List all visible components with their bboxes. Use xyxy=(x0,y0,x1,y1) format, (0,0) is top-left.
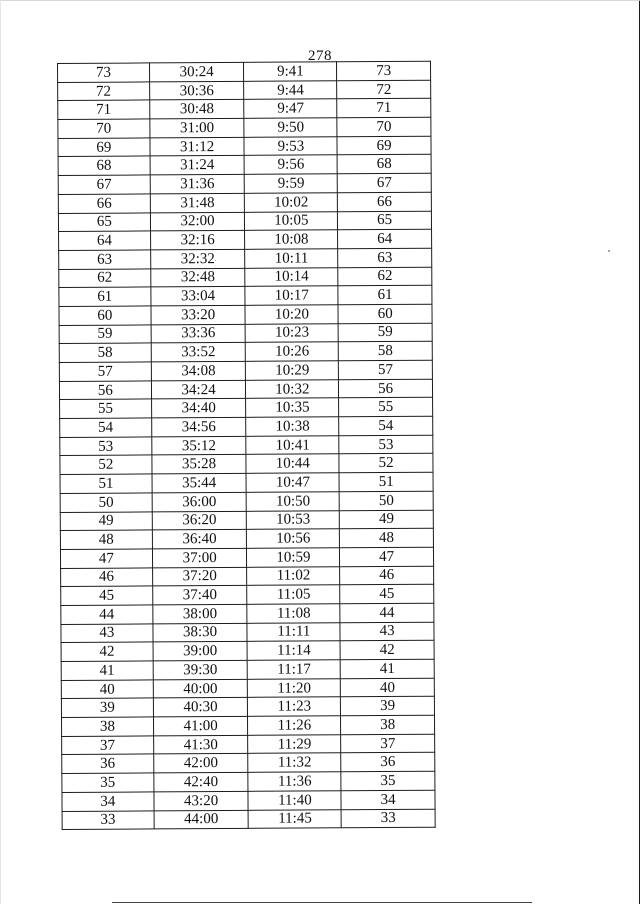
table-cell: 10:26 xyxy=(246,342,339,361)
table-row xyxy=(59,342,432,363)
table-cell: 33 xyxy=(62,810,154,829)
table-cell: 38:00 xyxy=(153,604,248,623)
table-cell: 35:28 xyxy=(152,455,247,474)
table-cell: 33:20 xyxy=(151,305,246,324)
table-cell: 61 xyxy=(338,285,432,304)
table-row xyxy=(60,547,433,568)
table-row xyxy=(60,528,433,549)
table-cell: 35:44 xyxy=(152,473,247,492)
table-cell: 59 xyxy=(338,323,432,342)
table-cell: 65 xyxy=(58,212,150,231)
table-row xyxy=(59,285,432,306)
table-cell: 57 xyxy=(339,360,433,379)
table-cell: 47 xyxy=(60,549,152,568)
table-row xyxy=(60,454,433,475)
table-cell: 35 xyxy=(62,773,154,792)
table-row xyxy=(59,323,432,344)
table-cell: 55 xyxy=(60,399,152,418)
table-cell: 41 xyxy=(61,661,153,680)
table-cell: 44 xyxy=(340,603,434,622)
table-cell: 64 xyxy=(338,229,432,248)
table-row xyxy=(61,641,434,662)
table-cell: 42:40 xyxy=(154,772,249,791)
table-cell: 10:05 xyxy=(245,211,338,230)
table-cell: 41:30 xyxy=(153,735,248,754)
table-cell: 31:00 xyxy=(150,118,245,137)
table-cell: 10:32 xyxy=(246,379,339,398)
table-cell: 9:44 xyxy=(244,80,337,99)
table-cell: 40 xyxy=(61,680,153,699)
table-cell: 10:14 xyxy=(245,267,338,286)
table-cell: 73 xyxy=(337,61,431,80)
table-row xyxy=(62,753,435,774)
scan-speck xyxy=(215,260,216,261)
table-cell: 69 xyxy=(337,136,431,155)
table-cell: 36 xyxy=(341,753,435,772)
table-cell: 33:52 xyxy=(151,343,246,362)
table-cell: 11:05 xyxy=(247,585,340,604)
table-cell: 36:20 xyxy=(152,511,247,530)
table-cell: 10:38 xyxy=(246,417,339,436)
table-cell: 32:00 xyxy=(150,212,245,231)
table-cell: 9:56 xyxy=(245,155,338,174)
table-cell: 52 xyxy=(339,454,433,473)
table-cell: 68 xyxy=(58,156,150,175)
table-row xyxy=(62,809,435,830)
table-cell: 55 xyxy=(339,398,433,417)
table-cell: 10:50 xyxy=(247,492,340,511)
table-cell: 52 xyxy=(60,455,152,474)
table-cell: 39 xyxy=(61,698,153,717)
table-cell: 56 xyxy=(339,379,433,398)
table-row xyxy=(60,491,433,512)
table-cell: 31:36 xyxy=(150,174,245,193)
table-cell: 31:12 xyxy=(150,137,245,156)
table-cell: 11:45 xyxy=(249,809,342,828)
table-cell: 37:40 xyxy=(152,586,247,605)
table-cell: 48 xyxy=(60,530,152,549)
table-cell: 59 xyxy=(59,325,151,344)
table-cell: 33:36 xyxy=(151,324,246,343)
table-cell: 40 xyxy=(341,678,435,697)
table-cell: 54 xyxy=(339,416,433,435)
table-cell: 10:20 xyxy=(245,305,338,324)
table-cell: 10:02 xyxy=(245,193,338,212)
table-cell: 9:50 xyxy=(244,118,337,137)
table-cell: 72 xyxy=(337,80,431,99)
table-cell: 10:59 xyxy=(247,548,340,567)
table-row xyxy=(60,435,433,456)
table-cell: 37:20 xyxy=(152,567,247,586)
table-cell: 49 xyxy=(340,510,434,529)
table-row xyxy=(58,61,431,82)
table-row xyxy=(60,472,433,493)
table-cell: 63 xyxy=(59,250,151,269)
table-cell: 67 xyxy=(337,173,431,192)
table-cell: 42:00 xyxy=(153,754,248,773)
page-number: 278 xyxy=(308,48,332,64)
table-cell: 9:47 xyxy=(244,99,337,118)
table-row xyxy=(60,416,433,437)
table-cell: 31:48 xyxy=(150,193,245,212)
table-cell: 60 xyxy=(59,306,151,325)
table-cell: 62 xyxy=(338,267,432,286)
table-cell: 66 xyxy=(338,192,432,211)
table-cell: 10:53 xyxy=(247,510,340,529)
table-cell: 42 xyxy=(61,642,153,661)
table-cell: 71 xyxy=(58,100,150,119)
table-cell: 37 xyxy=(62,736,154,755)
table-cell: 51 xyxy=(339,472,433,491)
table-cell: 58 xyxy=(59,343,151,362)
table-cell: 40:00 xyxy=(153,679,248,698)
table-cell: 11:29 xyxy=(248,735,341,754)
table-row xyxy=(59,248,432,269)
table-row xyxy=(61,659,434,680)
table-cell: 30:24 xyxy=(149,62,244,81)
table-row xyxy=(58,99,431,120)
table-cell: 34:56 xyxy=(151,417,246,436)
table-cell: 35 xyxy=(341,771,435,790)
table-row xyxy=(60,398,433,419)
table-cell: 10:29 xyxy=(246,361,339,380)
table-row xyxy=(58,136,431,157)
table-cell: 45 xyxy=(61,586,153,605)
table-cell: 10:47 xyxy=(246,473,339,492)
table-cell: 32:32 xyxy=(150,249,245,268)
table-cell: 38 xyxy=(341,715,435,734)
table-cell: 10:11 xyxy=(245,249,338,268)
table-row xyxy=(62,790,435,811)
table-row xyxy=(61,697,434,718)
table-cell: 39 xyxy=(341,697,435,716)
table-row xyxy=(58,155,431,176)
table-cell: 32:16 xyxy=(150,231,245,250)
table-cell: 10:56 xyxy=(247,529,340,548)
table-cell: 63 xyxy=(338,248,432,267)
table-cell: 30:36 xyxy=(149,81,244,100)
table-row xyxy=(61,678,434,699)
table-cell: 58 xyxy=(338,342,432,361)
table-cell: 45 xyxy=(340,584,434,603)
table-cell: 70 xyxy=(58,119,150,138)
table-row xyxy=(61,566,434,587)
table-cell: 10:08 xyxy=(245,230,338,249)
table-cell: 66 xyxy=(58,194,150,213)
page-bottom-edge xyxy=(112,902,532,903)
table-row xyxy=(59,379,432,400)
table-row xyxy=(61,622,434,643)
table-cell: 37:00 xyxy=(152,548,247,567)
table-row xyxy=(58,173,431,194)
table-cell: 53 xyxy=(60,437,152,456)
table-cell: 68 xyxy=(337,155,431,174)
table-cell: 38:30 xyxy=(153,623,248,642)
table-cell: 43 xyxy=(340,622,434,641)
table-row xyxy=(59,229,432,250)
table-cell: 11:36 xyxy=(248,772,341,791)
table-cell: 11:32 xyxy=(248,753,341,772)
table-cell: 67 xyxy=(58,175,150,194)
table-cell: 11:20 xyxy=(248,678,341,697)
table-cell: 34:08 xyxy=(151,361,246,380)
table-cell: 51 xyxy=(60,474,152,493)
table-cell: 10:41 xyxy=(246,436,339,455)
table-cell: 71 xyxy=(337,99,431,118)
table-cell: 34:24 xyxy=(151,380,246,399)
table-row xyxy=(61,603,434,624)
table-cell: 30:48 xyxy=(149,100,244,119)
table-cell: 35:12 xyxy=(152,436,247,455)
table-cell: 9:59 xyxy=(245,174,338,193)
table-row xyxy=(58,211,431,232)
table-cell: 57 xyxy=(59,362,151,381)
table-cell: 10:35 xyxy=(246,398,339,417)
table-cell: 11:14 xyxy=(248,641,341,660)
table-cell: 36:40 xyxy=(152,530,247,549)
table-cell: 10:44 xyxy=(246,454,339,473)
table-cell: 31:24 xyxy=(150,156,245,175)
table-cell: 65 xyxy=(338,211,432,230)
table-cell: 11:02 xyxy=(247,566,340,585)
table-cell: 60 xyxy=(338,304,432,323)
table-cell: 37 xyxy=(341,734,435,753)
table-row xyxy=(62,734,435,755)
table-cell: 61 xyxy=(59,287,151,306)
table-cell: 64 xyxy=(59,231,151,250)
table-cell: 32:48 xyxy=(150,268,245,287)
table-cell: 38 xyxy=(61,717,153,736)
table-cell: 54 xyxy=(60,418,152,437)
table-cell: 11:17 xyxy=(248,660,341,679)
table-cell: 53 xyxy=(339,435,433,454)
table-cell: 42 xyxy=(340,641,434,660)
table-row xyxy=(60,510,433,531)
table-cell: 72 xyxy=(58,82,150,101)
table-row xyxy=(62,771,435,792)
table-cell: 56 xyxy=(59,381,151,400)
table-cell: 36 xyxy=(62,754,154,773)
table-cell: 43 xyxy=(61,624,153,643)
table-cell: 34:40 xyxy=(151,399,246,418)
table-cell: 9:53 xyxy=(244,137,337,156)
table-row xyxy=(58,80,431,101)
table-cell: 11:11 xyxy=(247,622,340,641)
table-cell: 10:17 xyxy=(245,286,338,305)
table-cell: 44:00 xyxy=(154,810,249,829)
table-cell: 69 xyxy=(58,138,150,157)
table-cell: 10:23 xyxy=(246,323,339,342)
table-cell: 48 xyxy=(340,528,434,547)
table-cell: 44 xyxy=(61,605,153,624)
score-table xyxy=(57,61,436,830)
table-cell: 9:41 xyxy=(244,62,337,81)
table-cell: 34 xyxy=(341,790,435,809)
table-cell: 41:00 xyxy=(153,716,248,735)
table-cell: 11:40 xyxy=(248,791,341,810)
table-row xyxy=(59,304,432,325)
table-row xyxy=(58,192,431,213)
table-cell: 33:04 xyxy=(151,287,246,306)
table-cell: 73 xyxy=(58,63,150,82)
table-cell: 11:23 xyxy=(248,697,341,716)
table-cell: 46 xyxy=(61,567,153,586)
table-cell: 47 xyxy=(340,547,434,566)
table-cell: 11:26 xyxy=(248,716,341,735)
table-cell: 33 xyxy=(341,809,435,828)
table-cell: 39:30 xyxy=(153,660,248,679)
table-cell: 43:20 xyxy=(154,791,249,810)
table-cell: 39:00 xyxy=(153,642,248,661)
scan-speck xyxy=(608,250,610,252)
table-row xyxy=(59,360,432,381)
table-cell: 11:08 xyxy=(247,604,340,623)
table-row xyxy=(61,584,434,605)
table-row xyxy=(59,267,432,288)
table-row xyxy=(58,117,431,138)
table-row xyxy=(61,715,434,736)
score-table-body xyxy=(58,61,436,829)
table-cell: 50 xyxy=(60,493,152,512)
table-cell: 41 xyxy=(340,659,434,678)
table-cell: 34 xyxy=(62,792,154,811)
table-cell: 50 xyxy=(339,491,433,510)
table-cell: 40:30 xyxy=(153,698,248,717)
table-cell: 62 xyxy=(59,268,151,287)
table-cell: 49 xyxy=(60,511,152,530)
table-cell: 36:00 xyxy=(152,492,247,511)
table-cell: 46 xyxy=(340,566,434,585)
table-cell: 70 xyxy=(337,117,431,136)
